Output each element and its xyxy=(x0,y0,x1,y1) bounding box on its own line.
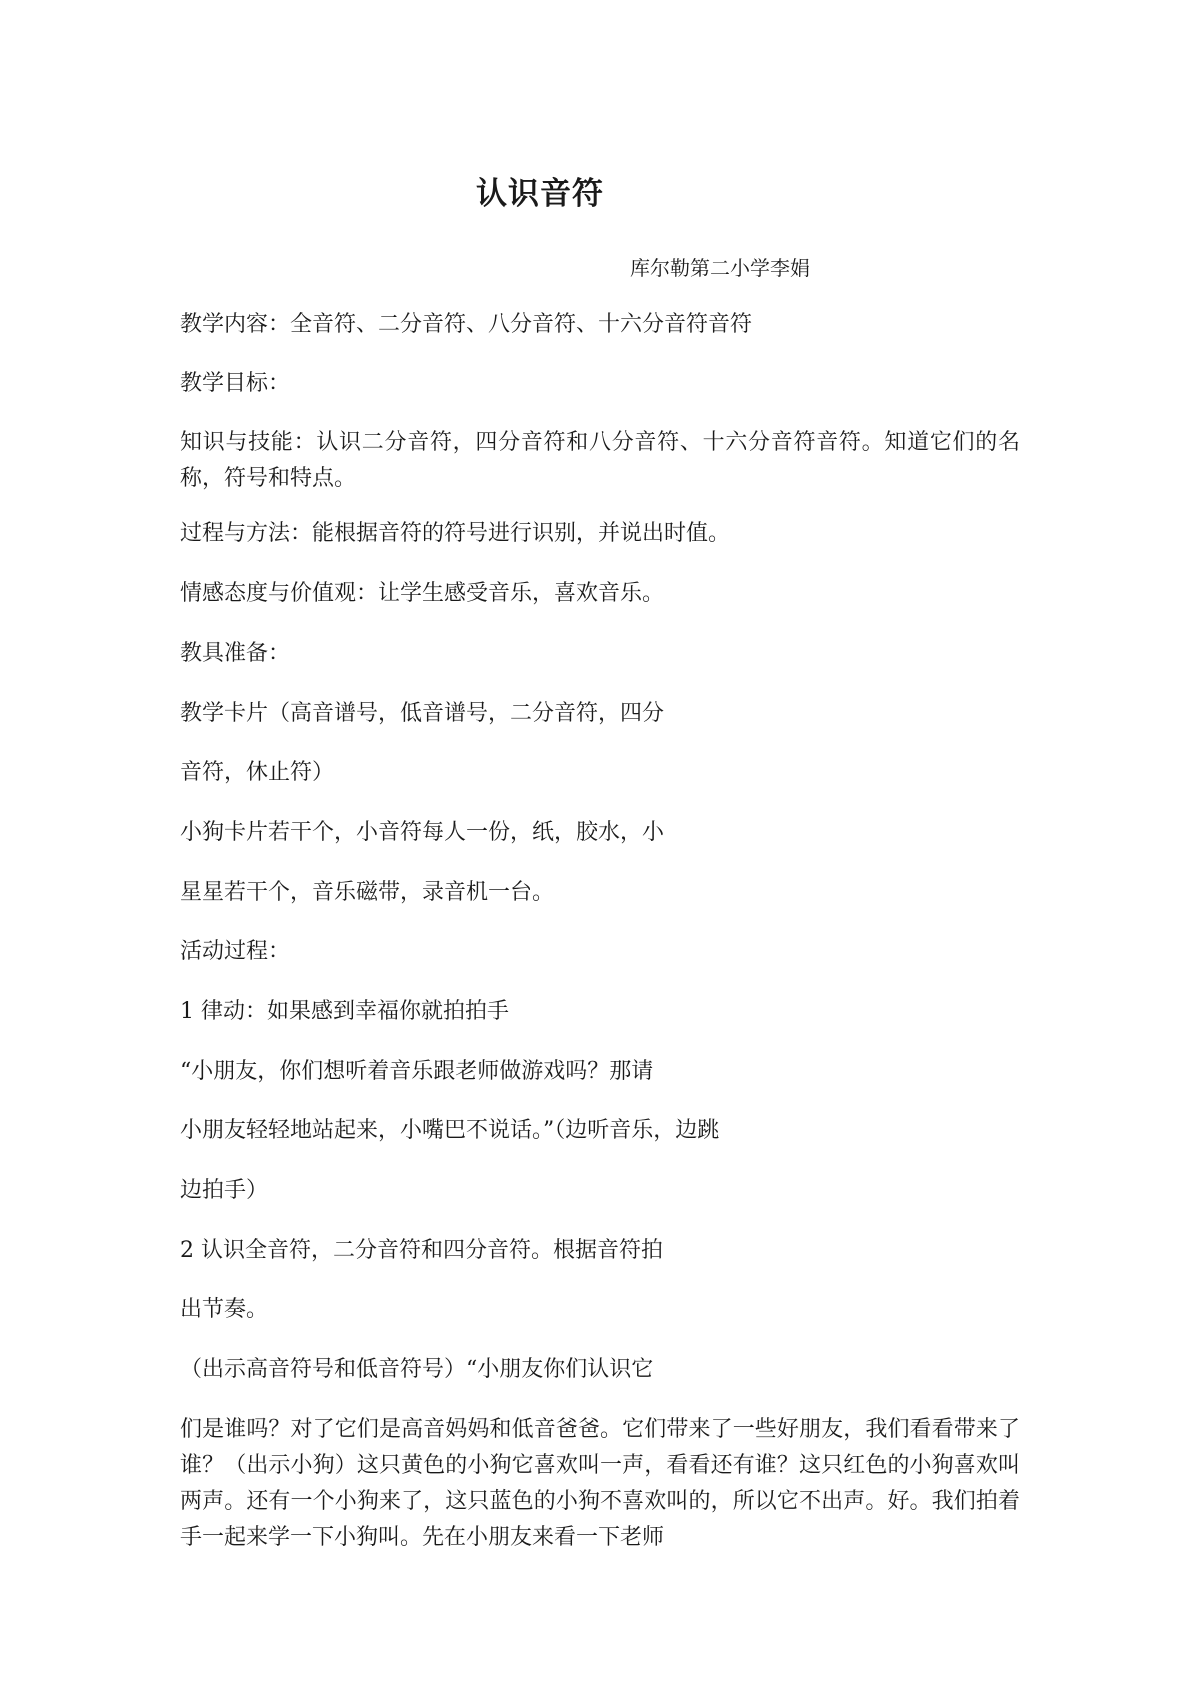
show-clefs-line: （出示高音符号和低音符号）“小朋友你们认识它 xyxy=(180,1357,654,1382)
document-title: 认识音符 xyxy=(476,176,604,212)
author-line: 库尔勒第二小学李娟 xyxy=(630,256,810,280)
step-2-line-1: 2 认识全音符，二分音符和四分音符。根据音符拍 xyxy=(180,1238,663,1263)
activity-process-heading: 活动过程： xyxy=(180,939,291,964)
dialogue-line-2: 小朋友轻轻地站起来，小嘴巴不说话。”（边听音乐，边跳 xyxy=(180,1118,720,1143)
materials-heading: 教具准备： xyxy=(180,641,291,666)
emotion-values-line: 情感态度与价值观：让学生感受音乐，喜欢音乐。 xyxy=(180,581,665,606)
materials-line-4: 星星若干个，音乐磁带，录音机一台。 xyxy=(180,880,555,905)
materials-line-3: 小狗卡片若干个，小音符每人一份，纸，胶水，小 xyxy=(180,820,665,845)
materials-line-1: 教学卡片（高音谱号，低音谱号，二分音符，四分 xyxy=(180,701,665,726)
step-2-line-2: 出节奏。 xyxy=(180,1297,269,1322)
knowledge-skills-paragraph: 知识与技能：认识二分音符，四分音符和八分音符、十六分音符音符。知道它们的名称，符号和特点。 xyxy=(180,430,1020,491)
final-paragraph: 们是谁吗？对了它们是高音妈妈和低音爸爸。它们带来了一些好朋友，我们看看带来了谁？（出示小狗）这只黄色的小狗它喜欢叫一声，看看还有谁？这只红色的小狗喜欢叫两声。还有一个小狗来了，这只蓝色的小狗不喜欢叫的，所以它不出声。好。我们拍着手一起来学一下小狗叫。先在小朋友来看一下老师 xyxy=(180,1417,1020,1550)
teaching-content-line: 教学内容：全音符、二分音符、八分音符、十六分音符音符 xyxy=(180,312,753,337)
dialogue-line-3: 边拍手） xyxy=(180,1178,269,1203)
teaching-goals-heading: 教学目标： xyxy=(180,371,291,396)
process-method-line: 过程与方法：能根据音符的符号进行识别，并说出时值。 xyxy=(180,521,731,546)
step-1-line: 1 律动：如果感到幸福你就拍拍手 xyxy=(180,999,509,1024)
materials-line-2: 音符，休止符） xyxy=(180,760,335,785)
dialogue-line-1: “小朋友，你们想听着音乐跟老师做游戏吗？那请 xyxy=(180,1059,654,1084)
